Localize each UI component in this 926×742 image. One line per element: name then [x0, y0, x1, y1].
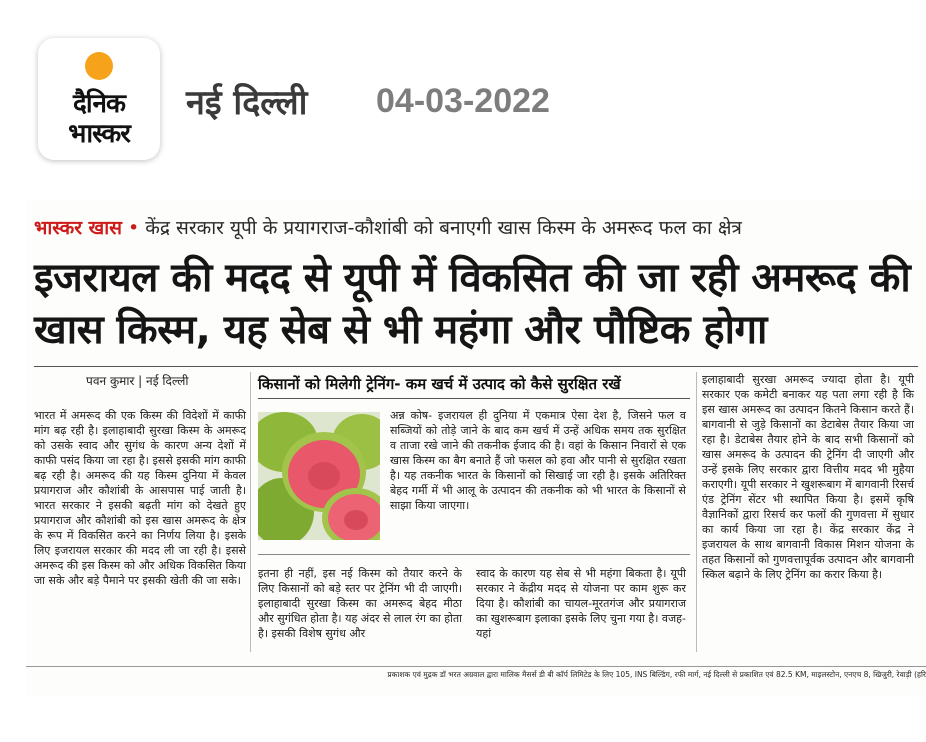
newspaper-clipping — [26, 200, 926, 695]
edition-date: 04-03-2022 — [376, 82, 550, 120]
headline-divider — [34, 366, 918, 367]
sun-icon — [85, 52, 113, 80]
logo-text-line2: भास्कर — [68, 119, 130, 149]
kicker — [34, 214, 742, 240]
column-divider-2 — [696, 372, 697, 652]
logo-text-line1: दैनिक — [73, 89, 125, 119]
byline: पवन कुमार | नई दिल्ली — [86, 374, 189, 388]
footer-divider — [26, 666, 926, 667]
article-column-2b: स्वाद के कारण यह सेब से भी महंगा बिकता है। यूपी सरकार ने केंद्रीय मदद से योजना पर काम शुरू कर दिया है। कौशांबी का चायल-मूरतगंज और प्रयागराज का खुशरूबाग इलाका इसके लिए चुना गया है। वजह- यहां — [476, 567, 686, 640]
dainik-bhaskar-logo — [38, 38, 160, 160]
column-divider — [250, 372, 251, 652]
subhead-underline — [258, 398, 690, 399]
box-divider — [258, 554, 690, 555]
kicker-text: केंद्र सरकार यूपी के प्रयागराज-कौशांबी को बनाएगी खास किस्म के अमरूद फल का क्षेत्र — [145, 217, 742, 239]
article-column-3: इलाहाबादी सुरखा अमरूद ज्यादा होता है। यूपी सरकार एक कमेटी बनाकर यह पता लगा रही है कि इस खास अमरूद का उत्पादन कितने किसान करते हैं। बागवानी से जुड़े किसानों का डेटाबेस तैयार किया जा रहा है। डेटाबेस तैयार होने के बाद सभी किसानों को खास अमरूद के उत्पादन की ट्रेनिंग दी जाएगी और उन्हें इसके लिए सरकार द्वारा वित्तीय मदद भी मुहैया कराएगी। यूपी सरकार ने खुशरूबाग में बागवानी रिसर्च एंड ट्रेनिंग सेंटर भी स्थापित किया है। इसमें कृषि वैज्ञानिकों द्वारा रिसर्च कर फलों की गुणवत्ता में सुधार का कार्य किया जा रहा है। केंद्र सरकार केंद्र ने इजरायल के साथ बागवानी विकास मिशन योजना के तहत किसानों को गुणवत्तापूर्वक उत्पादन और बागवानी स्किल बढ़ाने के लिए ट्रेनिंग का करार किया है। — [702, 373, 914, 581]
kicker-bullet: • — [128, 217, 140, 239]
guava-photo — [258, 412, 380, 540]
article-column-2a: इतना ही नहीं, इस नई किस्म को तैयार करने के लिए किसानों को बड़े स्तर पर ट्रेनिंग भी दी जाएगी। इलाहाबादी सुरखा किस्म का अमरूद बेहद मीठा और सुगंधित होता है। यह अंदर से लाल रंग का होता है। इसकी विशेष सुगंध और — [258, 567, 463, 640]
kicker-brand: भास्कर खास — [34, 217, 122, 239]
headline: इजरायल की मदद से यूपी में विकसित की जा रही अमरूद की खास किस्म, यह सेब से भी महंगा और पौष्टिक होगा — [34, 255, 911, 353]
imprint-line: प्रकाशक एवं मुद्रक डॉ भरत अग्रवाल द्वारा मालिक मैसर्स डी बी कॉर्प लिमिटेड के लिए 105, INS बिल्डिंग, रफी मार्ग, नई दिल्ली से प्रकाशित एवं 82.5 KM, माइलस्टोन, एनएच 8, खिजुरी, रेवाड़ी (हरि — [387, 670, 926, 679]
article-column-1: भारत में अमरूद की एक किस्म की विदेशों में काफी मांग बढ़ रही है। इलाहाबादी सुरखा किस्म के अमरूद को उसके स्वाद और सुगंध के कारण अन्य देशों में काफी पसंद किया जा रहा है। इससे इसकी मांग काफी बढ़ रही है। अमरूद की यह किस्म दुनिया में केवल प्रयागराज और कौशांबी के आसपास पाई जाती है। भारत सरकार ने इसकी बढ़ती मांग को देखते हुए प्रयागराज और कौशांबी को इस खास अमरूद के क्षेत्र के रूप में विकसित करने का निर्णय लिया है। इसके लिए इजरायल सरकार की मदद ली जा रही है। इससे अमरूद की इस किस्म को और अधिक विकसित किया जा सके और बड़े पैमाने पर इसकी खेती की जा सके। — [34, 409, 246, 587]
subheadline: किसानों को मिलेगी ट्रेनिंग- कम खर्च में उत्पाद को कैसे सुरक्षित रखें — [258, 375, 621, 393]
article-column-2-top: अन्न कोष- इजरायल ही दुनिया में एकमात्र ऐसा देश है, जिसने फल व सब्जियों को तोड़े जाने के बाद कम खर्च में उन्हें अधिक समय तक सुरक्षित व ताजा रखे जाने की तकनीक ईजाद की है। वहां के किसान निवारों से एक खास किस्म का बैग बनाते हैं जो फसल को हवा और पानी से सुरक्षित रखता है। यह तकनीक भारत के किसानों को सिखाई जा रही है। इसके अतिरिक्त बेहद गर्मी में भी आलू के उत्पादन की तकनीक को भी भारत के किसानों से साझा किया जाएगा। — [390, 409, 686, 512]
edition-city: नई दिल्ली — [186, 83, 308, 123]
